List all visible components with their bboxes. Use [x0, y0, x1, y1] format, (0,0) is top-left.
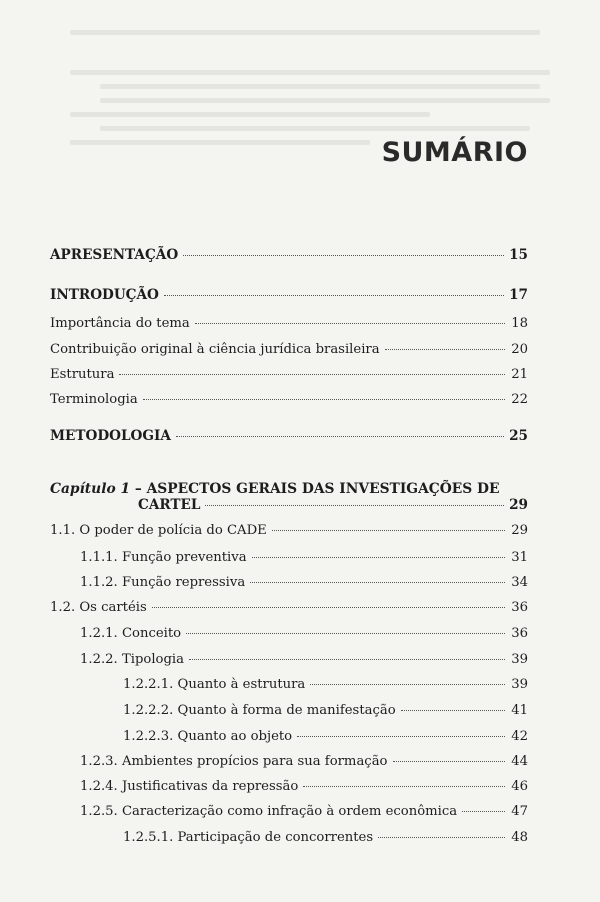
toc-entry[interactable] [123, 830, 528, 846]
toc-entry-metodologia[interactable] [50, 428, 528, 444]
toc-entry-page: 34 [511, 575, 528, 590]
dot-leader [189, 659, 505, 660]
toc-entry[interactable] [80, 652, 528, 668]
page-title: SUMÁRIO [381, 137, 528, 168]
toc-entry-title: 1.2.5. Caracterização como infração à ordem econômica [80, 804, 458, 819]
chapter-separator: – [134, 481, 142, 497]
dot-leader [385, 349, 505, 350]
toc-entry-introducao[interactable] [50, 287, 528, 303]
dot-leader [186, 633, 505, 634]
toc-entry-title: 1.2. Os cartéis [50, 600, 147, 615]
dot-leader [143, 399, 505, 400]
chapter-title-line1: ASPECTOS GERAIS DAS INVESTIGAÇÕES DE [146, 481, 500, 497]
toc-entry-title: APRESENTAÇÃO [50, 247, 179, 263]
toc-entry-page: 25 [509, 428, 528, 444]
toc-entry-page: 29 [511, 523, 528, 538]
toc-entry-page: 41 [511, 703, 528, 718]
dot-leader [252, 557, 505, 558]
toc-entry[interactable] [50, 342, 528, 358]
toc-entry[interactable] [50, 523, 528, 539]
dot-leader [183, 255, 504, 256]
toc-entry[interactable] [123, 729, 528, 745]
chapter-label: Capítulo 1 [50, 481, 131, 497]
toc-entry-title: 1.2.2. Tipologia [80, 652, 185, 667]
toc-entry[interactable] [80, 550, 528, 566]
dot-leader [401, 710, 505, 711]
dot-leader [272, 530, 505, 531]
dot-leader [205, 505, 504, 506]
toc-entry-page: 22 [511, 392, 528, 407]
toc-entry-title: 1.2.2.2. Quanto à forma de manifestação [123, 703, 396, 718]
toc-entry-title: 1.2.2.1. Quanto à estrutura [123, 677, 306, 692]
toc-entry-title: 1.1. O poder de polícia do CADE [50, 523, 267, 538]
toc-entry[interactable] [80, 754, 528, 770]
toc-entry-chapter1[interactable] [138, 497, 528, 513]
toc-entry-title: 1.2.1. Conceito [80, 626, 182, 641]
toc-entry[interactable] [50, 367, 528, 383]
toc-entry-page: 31 [511, 550, 528, 565]
toc-entry[interactable] [80, 626, 528, 642]
toc-entry-page: 36 [511, 600, 528, 615]
toc-entry-title: 1.2.4. Justificativas da repressão [80, 779, 299, 794]
chapter-title-line2: CARTEL [138, 497, 201, 513]
toc-entry[interactable] [50, 392, 528, 408]
toc-entry-title: 1.2.2.3. Quanto ao objeto [123, 729, 293, 744]
dot-leader [250, 582, 505, 583]
dot-leader [462, 811, 505, 812]
dot-leader [195, 323, 505, 324]
toc-entry[interactable] [50, 316, 528, 332]
toc-entry-title: INTRODUÇÃO [50, 287, 159, 303]
toc-entry-title: METODOLOGIA [50, 428, 171, 444]
dot-leader [176, 436, 504, 437]
toc-entry-page: 20 [511, 342, 528, 357]
toc-entry-apresentacao[interactable] [50, 247, 528, 263]
dot-leader [378, 837, 505, 838]
dot-leader [119, 374, 505, 375]
toc-entry[interactable] [80, 779, 528, 795]
dot-leader [297, 736, 505, 737]
toc-entry[interactable] [123, 677, 528, 693]
toc-entry-page: 36 [511, 626, 528, 641]
toc-entry-page: 39 [511, 677, 528, 692]
toc-entry-title: 1.1.2. Função repressiva [80, 575, 246, 590]
toc-entry-page: 18 [511, 316, 528, 331]
toc-entry[interactable] [123, 703, 528, 719]
toc-entry[interactable] [50, 600, 528, 616]
toc-entry-page: 44 [511, 754, 528, 769]
toc-entry-page: 21 [511, 367, 528, 382]
dot-leader [310, 684, 505, 685]
dot-leader [303, 786, 505, 787]
toc-entry-title: 1.1.1. Função preventiva [80, 550, 247, 565]
toc-entry-title: Contribuição original à ciência jurídica brasileira [50, 342, 380, 357]
chapter-heading [50, 481, 500, 497]
toc-entry-title: 1.2.3. Ambientes propícios para sua formação [80, 754, 388, 769]
dot-leader [164, 295, 504, 296]
toc-entry-page: 47 [511, 804, 528, 819]
toc-entry-page: 46 [511, 779, 528, 794]
toc-entry-title: Estrutura [50, 367, 115, 382]
toc-entry-title: Importância do tema [50, 316, 190, 331]
toc-entry[interactable] [80, 804, 528, 820]
toc-entry-page: 17 [509, 287, 528, 303]
dot-leader [152, 607, 505, 608]
toc-entry-page: 29 [509, 497, 528, 513]
toc-entry-page: 39 [511, 652, 528, 667]
toc-entry-page: 48 [511, 830, 528, 845]
dot-leader [393, 761, 506, 762]
toc-entry[interactable] [80, 575, 528, 591]
toc-entry-page: 42 [511, 729, 528, 744]
toc-entry-title: 1.2.5.1. Participação de concorrentes [123, 830, 374, 845]
toc-entry-page: 15 [509, 247, 528, 263]
toc-entry-title: Terminologia [50, 392, 138, 407]
